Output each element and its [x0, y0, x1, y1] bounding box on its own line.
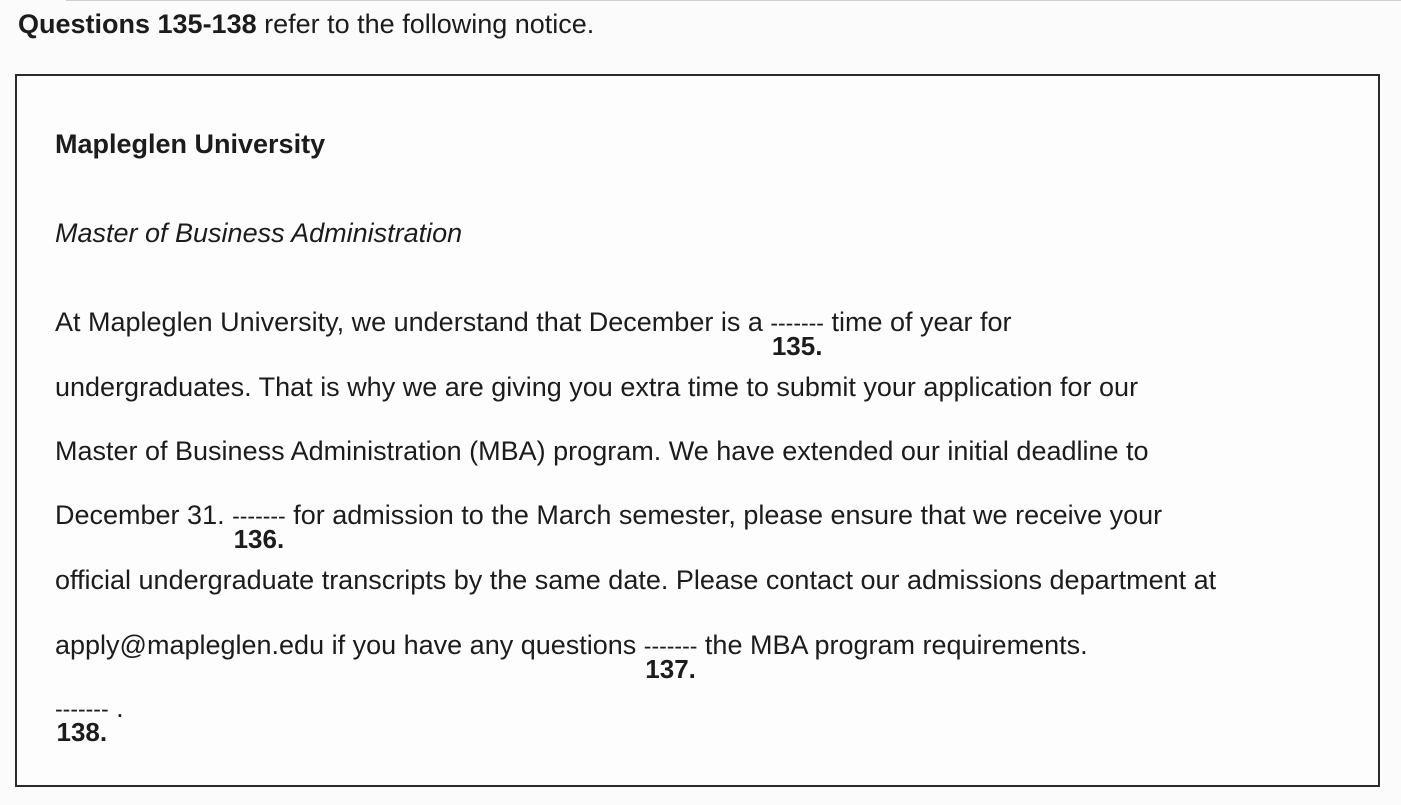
notice-subtitle: Master of Business Administration: [55, 218, 463, 248]
blank-136[interactable]: [232, 497, 286, 554]
question-number-138: 138.: [56, 717, 108, 747]
blank-135[interactable]: [770, 304, 824, 361]
line-4-text-start: December 31.: [55, 500, 233, 530]
line-1-text-end: time of year for: [823, 307, 1012, 337]
blank-138-dashes: -------: [55, 696, 109, 722]
paragraph-line-4: [55, 497, 1163, 554]
instructions-text: refer to the following notice.: [256, 9, 595, 39]
paragraph-line-2: undergraduates. That is why we are giving you extra time to submit your application for our: [55, 372, 1139, 402]
blank-138[interactable]: [55, 690, 109, 747]
question-range: Questions 135-138: [18, 9, 257, 39]
paragraph-line-1: [55, 304, 1012, 361]
line-6-text-end: the MBA program requirements.: [697, 630, 1088, 660]
question-instructions: [18, 6, 594, 42]
blank-137-dashes: -------: [643, 633, 698, 659]
paragraph-line-7: [55, 690, 124, 747]
blank-135-dashes: -------: [770, 310, 824, 336]
question-number-136: 136.: [233, 524, 285, 554]
paragraph-line-6: [55, 627, 1088, 684]
blank-137[interactable]: [643, 627, 698, 684]
question-number-135: 135.: [771, 331, 823, 361]
line-1-text-start: At Mapleglen University, we understand that December is a: [55, 307, 771, 337]
paragraph-line-3: Master of Business Administration (MBA) program. We have extended our initial deadline to: [55, 436, 1149, 466]
notice-box: [15, 74, 1380, 787]
notice-title: Mapleglen University: [55, 129, 326, 159]
line-4-text-end: for admission to the March semester, please ensure that we receive your: [285, 500, 1163, 530]
blank-136-dashes: -------: [232, 503, 286, 529]
line-7-period: .: [108, 693, 124, 723]
top-rule: [66, 0, 1401, 1]
line-6-text-start: apply@mapleglen.edu if you have any questions: [55, 630, 644, 660]
question-number-137: 137.: [645, 654, 696, 684]
paragraph-line-5: official undergraduate transcripts by the same date. Please contact our admissions department at: [55, 565, 1217, 595]
